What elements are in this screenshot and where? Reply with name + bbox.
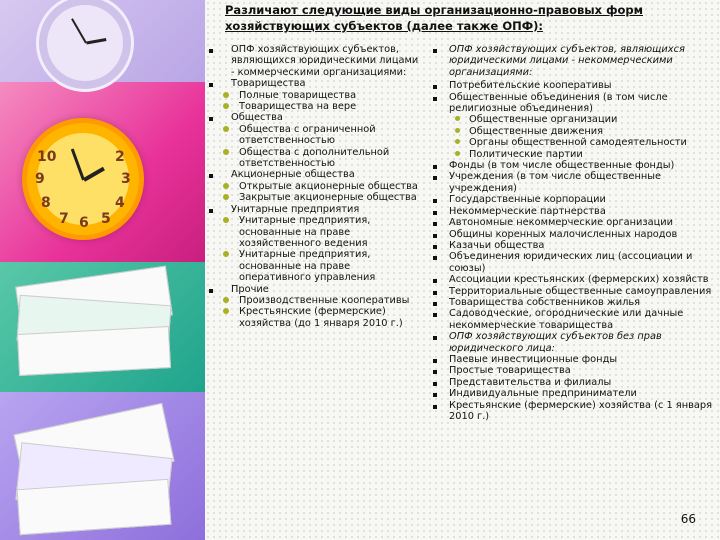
clock-number: 4 [115, 195, 125, 211]
list-item: Товарищества собственников жилья [433, 297, 716, 308]
sub-item: Общественные организации [433, 114, 716, 125]
clock-number: 2 [115, 149, 125, 165]
slide-content [205, 0, 720, 540]
sub-item: Открытые акционерные общества [209, 181, 419, 192]
sub-item: Крестьянские (фермерские) хозяйства (до 1 января 2010 г.) [209, 306, 419, 329]
list-item: Некоммерческие партнерства [433, 206, 716, 217]
clock-number: 8 [41, 195, 51, 211]
clock-number: 6 [79, 215, 89, 231]
clock-number: 5 [101, 211, 111, 227]
sub-item: Органы общественной самодеятельности [433, 137, 716, 148]
list-item: Унитарные предприятия [209, 204, 419, 215]
list-item: ОПФ хозяйствующих субъектов, являющихся юридическими лицами - коммерческими организациями: [209, 44, 419, 78]
slide-title: Различают следующие виды организационно-правовых форм хозяйствующих субъектов (далее также ОПФ): [225, 3, 644, 33]
sub-item: Производственные кооперативы [209, 295, 419, 306]
page-number: 66 [680, 512, 696, 526]
list-item: Индивидуальные предприниматели [433, 388, 716, 399]
list-item: Товарищества [209, 78, 419, 89]
sub-item: Общества с ограниченной ответственностью [209, 124, 419, 147]
sub-item: Полные товарищества [209, 90, 419, 101]
list-item: Прочие [209, 284, 419, 295]
sub-item: Общества с дополнительной ответственностью [209, 147, 419, 170]
sub-item: Общественные движения [433, 126, 716, 137]
sub-item: Унитарные предприятия, основанные на праве хозяйственного ведения [209, 215, 419, 249]
list-item: Фонды (в том числе общественные фонды) [433, 160, 716, 171]
clock-number: 3 [121, 171, 131, 187]
list-item: Автономные некоммерческие организации [433, 217, 716, 228]
clock-number: 9 [35, 171, 45, 187]
sub-item: Унитарные предприятия, основанные на праве оперативного управления [209, 249, 419, 283]
list-item: Территориальные общественные самоуправления [433, 286, 716, 297]
list-item: Общественные объединения (в том числе религиозные объединения) [433, 92, 716, 115]
list-item: Учреждения (в том числе общественные учреждения) [433, 171, 716, 194]
commercial-forms-column [209, 44, 419, 329]
paper-stack-icon [17, 326, 171, 376]
list-item: Государственные корпорации [433, 194, 716, 205]
list-item: Простые товарищества [433, 365, 716, 376]
list-item: Объединения юридических лиц (ассоциации и союзы) [433, 251, 716, 274]
clock-number: 7 [59, 211, 69, 227]
list-item: ОПФ хозяйствующих субъектов без прав юридического лица: [433, 331, 716, 354]
orange-clock-icon [22, 118, 144, 240]
list-item: Общины коренных малочисленных народов [433, 229, 716, 240]
list-item: Представительства и филиалы [433, 377, 716, 388]
list-item: ОПФ хозяйствующих субъектов, являющихся юридическими лицами - некоммерческими организациями: [433, 44, 716, 78]
list-item: Казачьи общества [433, 240, 716, 251]
list-item: Акционерные общества [209, 169, 419, 180]
list-item: Потребительские кооперативы [433, 80, 716, 91]
list-item: Общества [209, 112, 419, 123]
list-item: Садоводческие, огороднические или дачные некоммерческие товарищества [433, 308, 716, 331]
sub-item: Товарищества на вере [209, 101, 419, 112]
list-item: Паевые инвестиционные фонды [433, 354, 716, 365]
clock-number: 10 [37, 149, 57, 165]
sub-item: Закрытые акционерные общества [209, 192, 419, 203]
sub-item: Политические партии [433, 149, 716, 160]
noncommercial-forms-column [433, 44, 716, 422]
decorative-photo-strip [0, 0, 205, 540]
list-item: Крестьянские (фермерские) хозяйства (с 1 января 2010 г.) [433, 400, 716, 423]
list-item: Ассоциации крестьянских (фермерских) хозяйств [433, 274, 716, 285]
